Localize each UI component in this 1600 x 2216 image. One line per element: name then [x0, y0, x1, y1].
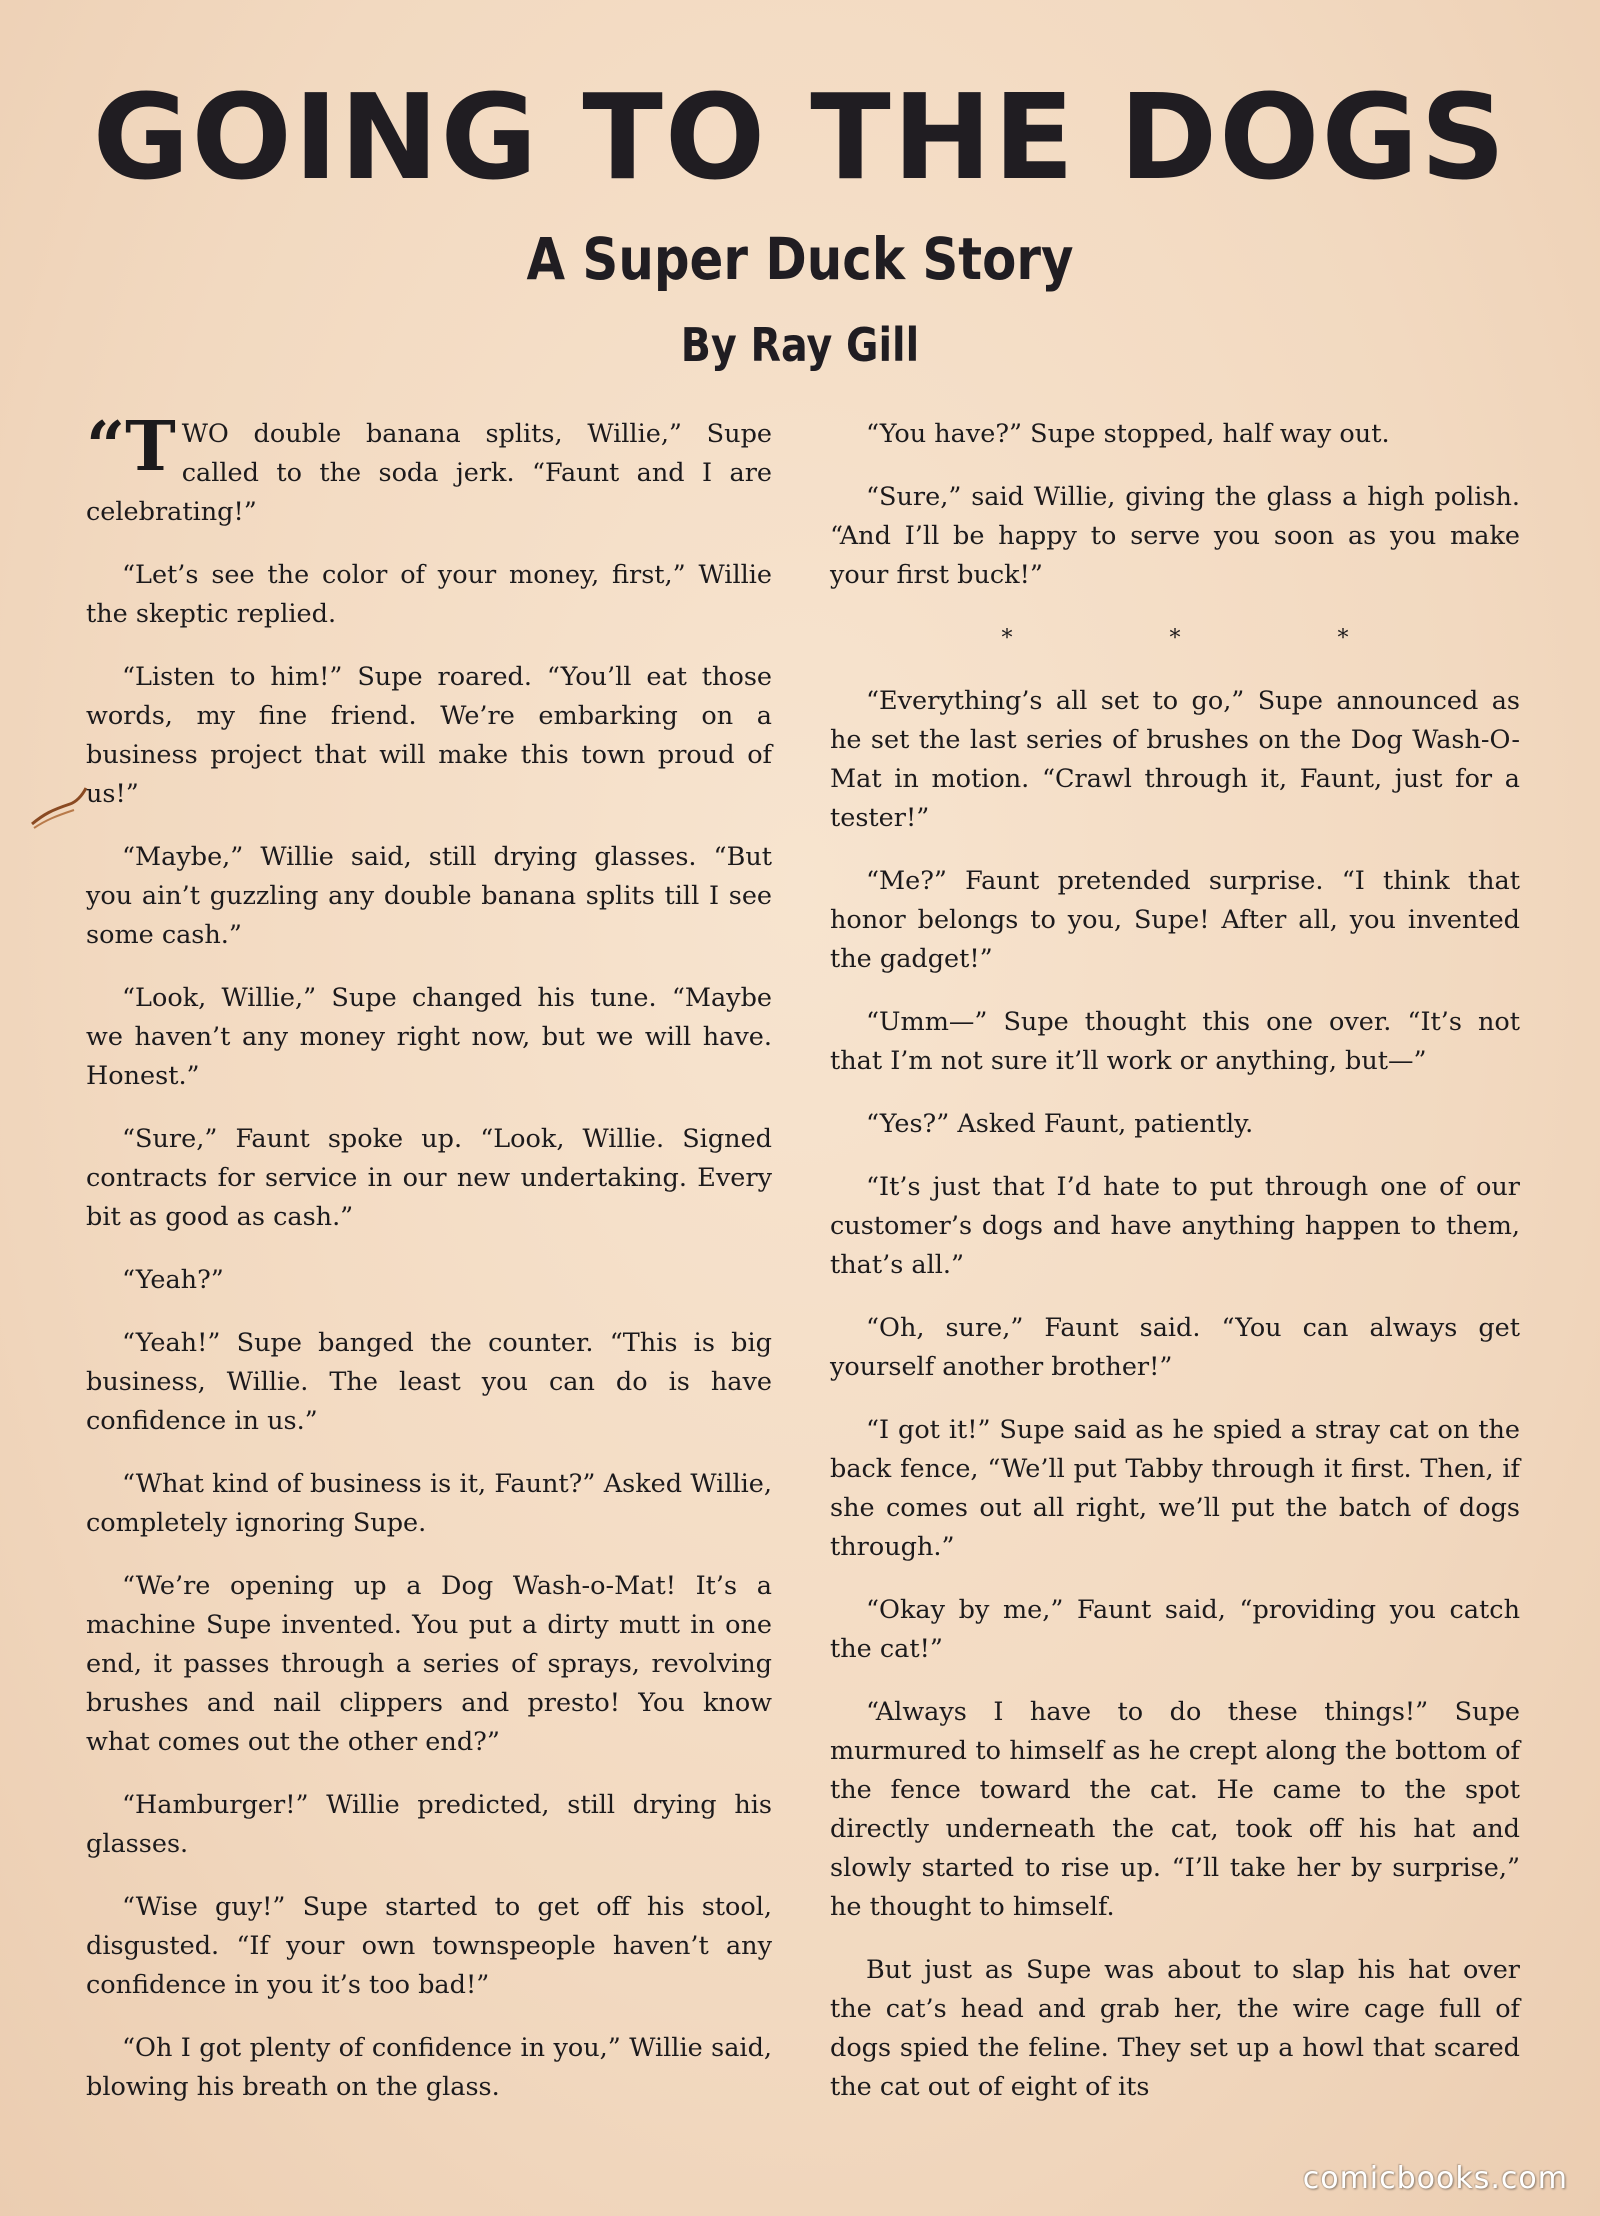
paragraph: “Let’s see the color of your money, first,” Willie the skeptic replied.: [86, 560, 772, 629]
paragraph: “Yes?” Asked Faunt, patiently.: [866, 1109, 1254, 1139]
left-text-column: [86, 407, 772, 2131]
paragraph: “It’s just that I’d hate to put through one of our customer’s dogs and have anything happen to them, that’s all.”: [830, 1172, 1520, 1280]
paragraph: “What kind of business is it, Faunt?” Asked Willie, completely ignoring Supe.: [86, 1469, 772, 1538]
right-text-column: [830, 415, 1520, 2131]
paragraph: “Umm—” Supe thought this one over. “It’s not that I’m not sure it’ll work or anything, but—”: [830, 1007, 1520, 1076]
paragraph: “Everything’s all set to go,” Supe announced as he set the last series of brushes on the Dog Wash-O-Mat in motion. “Crawl through it, Faunt, just for a tester!”: [830, 686, 1520, 833]
site-watermark: comicbooks.com: [1302, 2161, 1568, 2196]
paragraph: “Oh, sure,” Faunt said. “You can always get yourself another brother!”: [830, 1313, 1520, 1382]
paragraph: “Sure,” said Willie, giving the glass a high polish. “And I’ll be happy to serve you soon as you make your first buck!”: [830, 482, 1520, 590]
paragraph: “Maybe,” Willie said, still drying glasses. “But you ain’t guzzling any double banana splits till I see some cash.”: [86, 842, 772, 950]
paragraph: “Listen to him!” Supe roared. “You’ll eat those words, my fine friend. We’re embarking on a business project that will make this town proud of us!”: [86, 662, 772, 809]
paragraph: “You have?” Supe stopped, half way out.: [866, 419, 1390, 449]
paragraph: “Wise guy!” Supe started to get off his stool, disgusted. “If your own townspeople haven’t any confidence in you it’s too bad!”: [86, 1892, 772, 2000]
section-break-asterisks: * * *: [1001, 626, 1349, 651]
paragraph: “We’re opening up a Dog Wash-o-Mat! It’s a machine Supe invented. You put a dirty mutt in one end, it passes through a series of sprays, revolving brushes and nail clippers and presto! You know what comes out the other end?”: [86, 1571, 772, 1757]
paragraph: “I got it!” Supe said as he spied a stray cat on the back fence, “We’ll put Tabby through it first. Then, if she comes out all right, we’ll put the batch of dogs through.”: [830, 1415, 1520, 1562]
author-byline: By Ray Gill: [680, 318, 920, 372]
story-subtitle: A Super Duck Story: [526, 225, 1074, 293]
paragraph: “Yeah!” Supe banged the counter. “This is big business, Willie. The least you can do is have confidence in us.”: [86, 1328, 772, 1436]
paragraph: “Always I have to do these things!” Supe murmured to himself as he crept along the bottom of the fence toward the cat. He came to the spot directly underneath the cat, took off his hat and slowly started to rise up. “I’ll take her by surprise,” he thought to himself.: [830, 1697, 1520, 1922]
paragraph: “Okay by me,” Faunt said, “providing you catch the cat!”: [830, 1595, 1520, 1664]
drop-cap: “T: [86, 407, 176, 487]
paragraph: “Look, Willie,” Supe changed his tune. “Maybe we haven’t any money right now, but we will have. Honest.”: [86, 983, 772, 1091]
paragraph: “TWO double banana splits, Willie,” Supe called to the soda jerk. “Faunt and I are celebrating!”: [86, 407, 772, 527]
story-title: GOING TO THE DOGS: [92, 68, 1508, 206]
paragraph: But just as Supe was about to slap his hat over the cat’s head and grab her, the wire cage full of dogs spied the feline. They set up a howl that scared the cat out of eight of its: [830, 1955, 1520, 2102]
paragraph: “Me?” Faunt pretended surprise. “I think that honor belongs to you, Supe! After all, you invented the gadget!”: [830, 866, 1520, 974]
paragraph: “Yeah?”: [122, 1265, 224, 1295]
paper-tear-mark: [30, 784, 88, 830]
paragraph: “Oh I got plenty of confidence in you,” Willie said, blowing his breath on the glass.: [86, 2033, 772, 2102]
paragraph: “Hamburger!” Willie predicted, still drying his glasses.: [86, 1790, 772, 1859]
paragraph: “Sure,” Faunt spoke up. “Look, Willie. Signed contracts for service in our new undertaking. Every bit as good as cash.”: [86, 1124, 772, 1232]
